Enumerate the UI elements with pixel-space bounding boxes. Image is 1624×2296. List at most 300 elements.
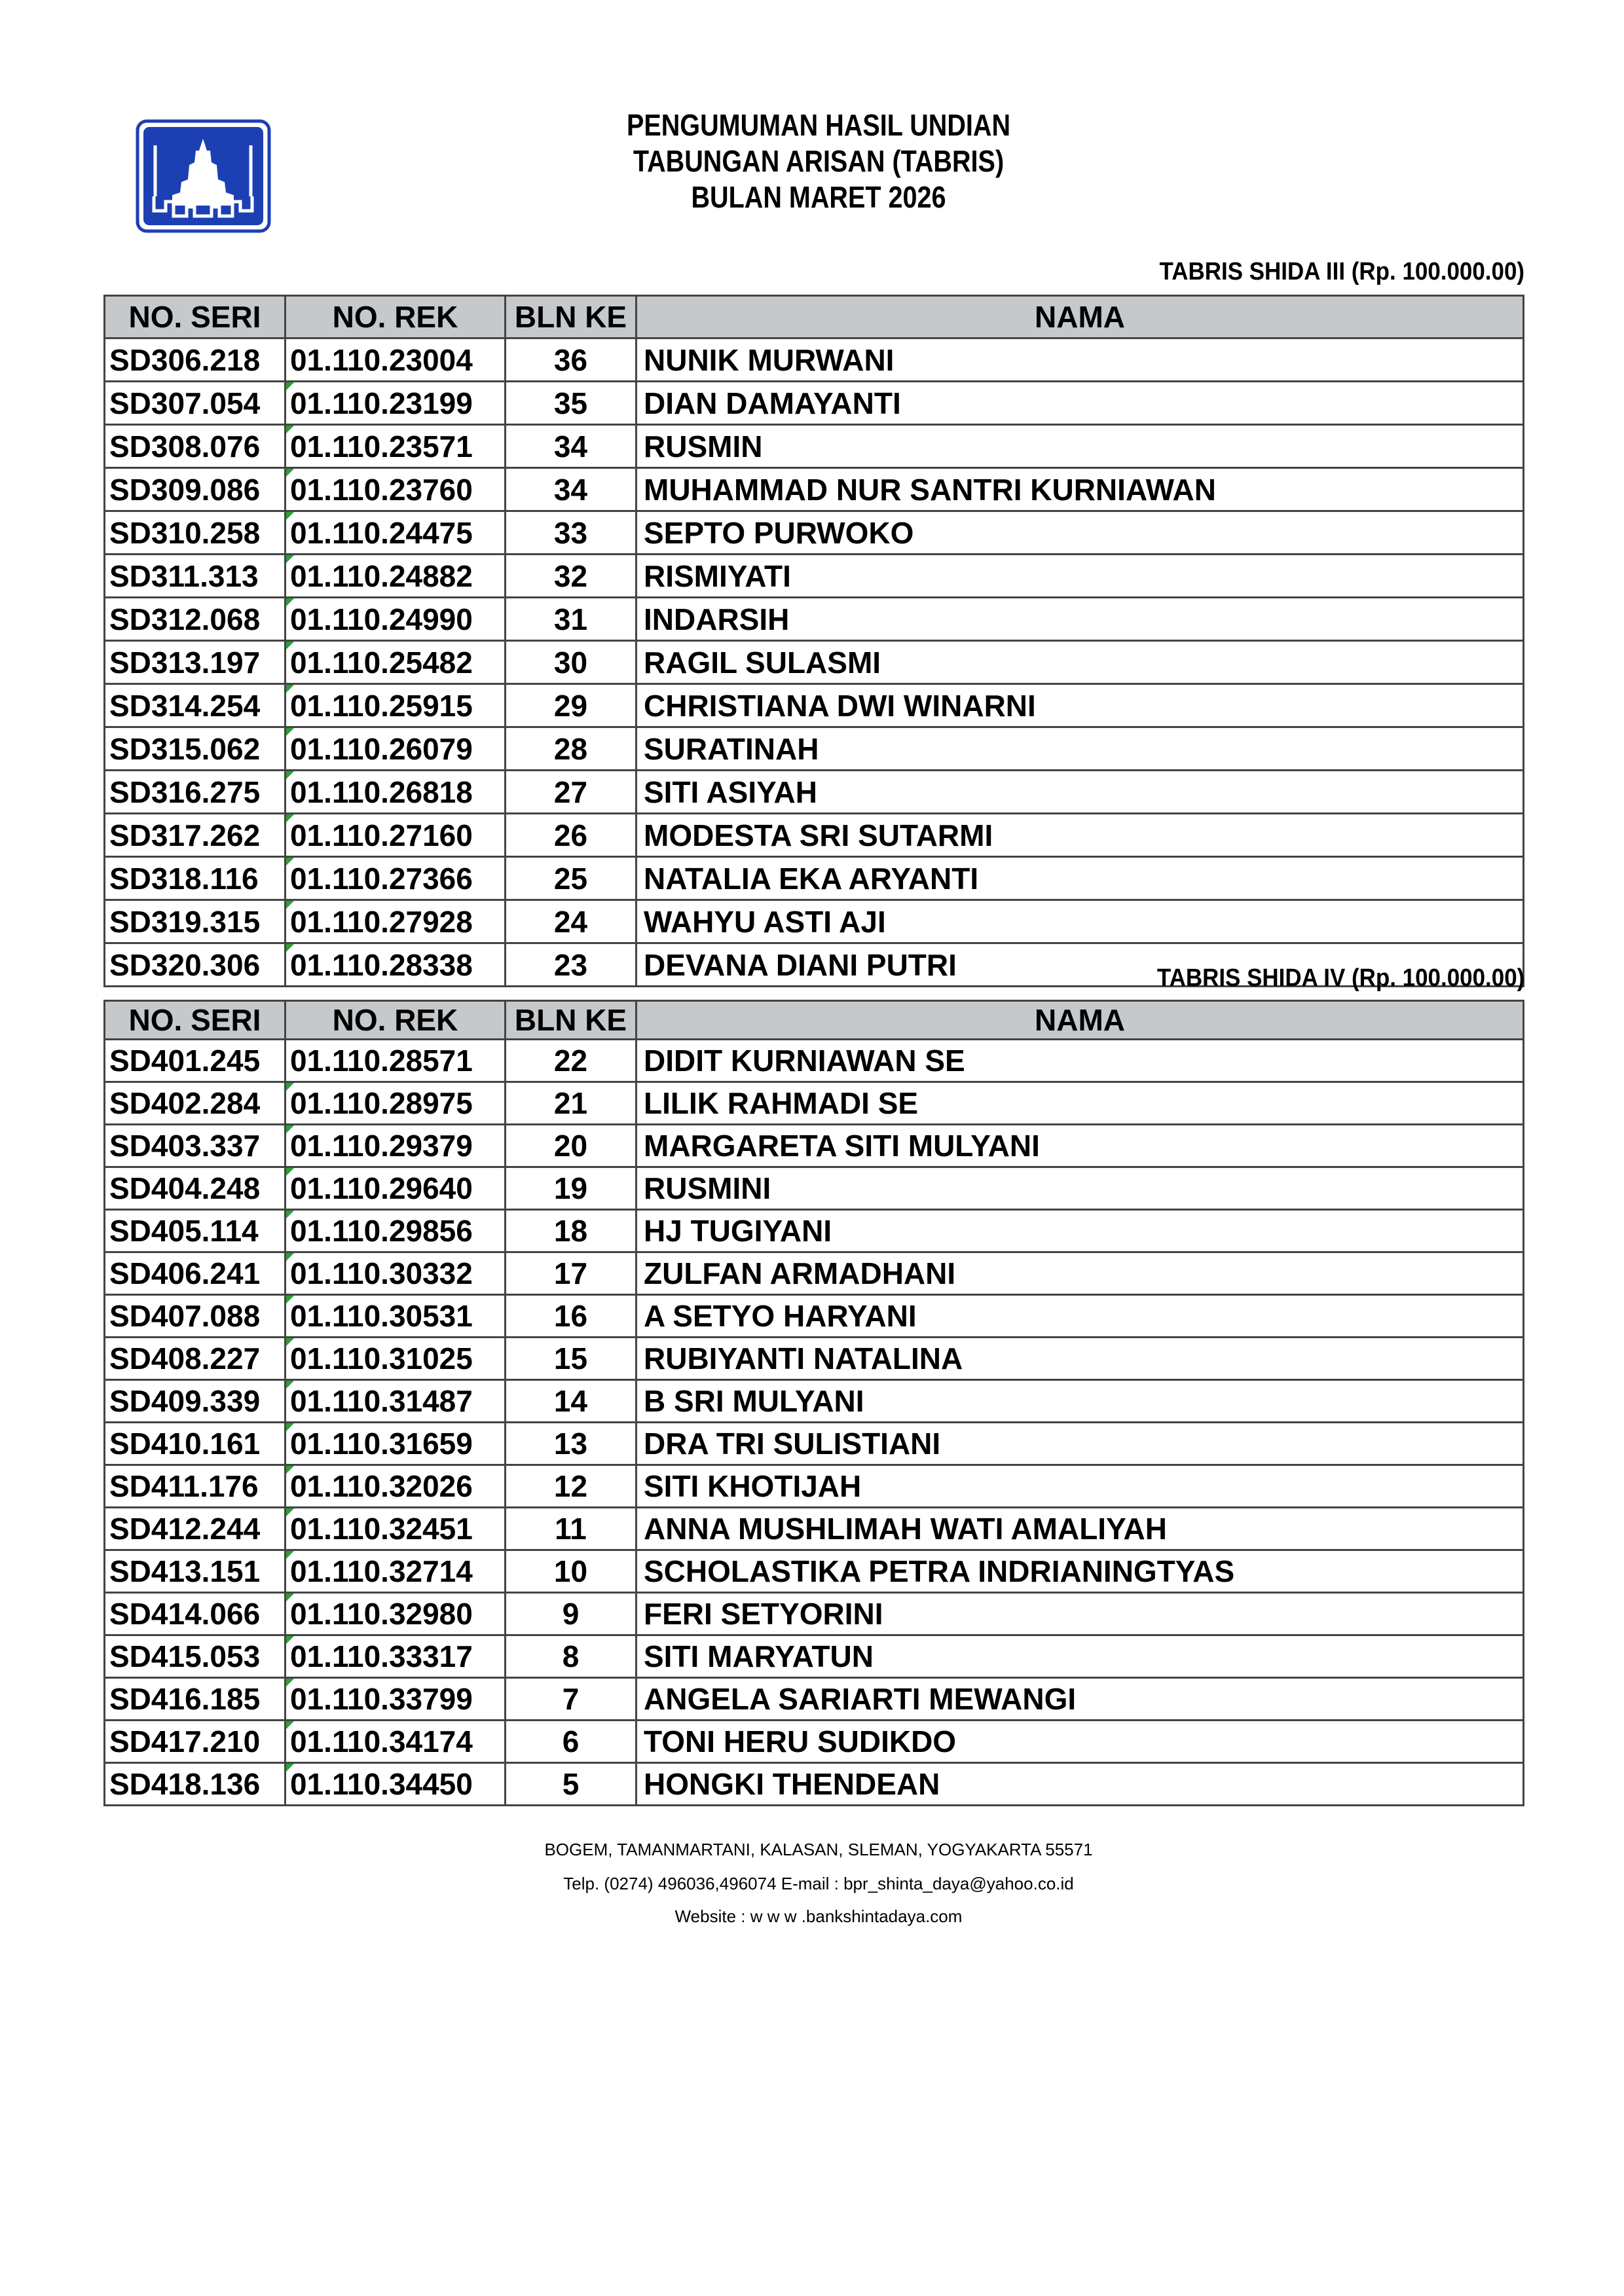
cell-bln-ke [506, 382, 637, 425]
cell-marker-icon [286, 1083, 294, 1091]
cell-bln-ke-text: 13 [553, 1427, 588, 1461]
cell-bln-ke-text: 35 [553, 386, 588, 420]
cell-nama [637, 338, 1524, 382]
cell-bln-ke-text: 19 [553, 1171, 588, 1205]
table-row [105, 555, 1524, 598]
cell-no-seri [105, 468, 286, 511]
cell-bln-ke [506, 1593, 637, 1635]
cell-marker-icon [286, 382, 294, 390]
cell-no-seri-text: SD401.245 [109, 1044, 261, 1078]
cell-no-seri [105, 1508, 286, 1550]
cell-marker-icon [286, 1508, 294, 1516]
table-row [105, 1210, 1524, 1252]
cell-nama [637, 468, 1524, 511]
cell-bln-ke-text: 10 [553, 1554, 588, 1588]
cell-no-seri-text: SD320.306 [109, 947, 261, 982]
cell-no-rek-text: 01.110.23760 [290, 472, 473, 507]
cell-no-rek [286, 425, 506, 468]
cell-nama-text: MODESTA SRI SUTARMI [644, 818, 993, 852]
cell-no-seri [105, 857, 286, 900]
cell-no-seri-text: SD313.197 [109, 645, 261, 680]
cell-no-rek [286, 641, 506, 684]
cell-nama [637, 1082, 1524, 1125]
cell-nama-text: SITI MARYATUN [644, 1639, 874, 1673]
cell-no-rek [286, 1593, 506, 1635]
cell-bln-ke [506, 943, 637, 987]
cell-no-seri-text: SD307.054 [109, 386, 261, 420]
cell-no-rek [286, 1252, 506, 1295]
cell-nama [637, 1508, 1524, 1550]
cell-no-seri-text: SD417.210 [109, 1724, 261, 1758]
table-row [105, 641, 1524, 684]
cell-no-seri-text: SD308.076 [109, 429, 261, 464]
cell-marker-icon [286, 512, 294, 520]
cell-no-seri [105, 1295, 286, 1338]
cell-bln-ke-text: 12 [553, 1469, 588, 1503]
cell-bln-ke [506, 1380, 637, 1423]
cell-no-seri [105, 1678, 286, 1721]
cell-nama [637, 857, 1524, 900]
cell-nama-text: TONI HERU SUDIKDO [644, 1724, 957, 1758]
cell-bln-ke-text: 21 [553, 1086, 588, 1120]
cell-bln-ke-text: 16 [553, 1299, 588, 1333]
cell-nama-text: MUHAMMAD NUR SANTRI KURNIAWAN [644, 472, 1216, 507]
cell-no-seri [105, 1550, 286, 1593]
cell-nama-text: SITI KHOTIJAH [644, 1469, 862, 1503]
cell-nama [637, 511, 1524, 555]
header-bln-ke: BLN KE [506, 1001, 637, 1040]
cell-no-seri [105, 1210, 286, 1252]
cell-nama-text: RUSMIN [644, 429, 763, 464]
cell-no-rek-text: 01.110.30531 [290, 1299, 473, 1333]
cell-no-rek [286, 1167, 506, 1210]
cell-nama-text: SITI ASIYAH [644, 774, 817, 809]
cell-no-rek [286, 943, 506, 987]
cell-no-rek-text: 01.110.25915 [290, 688, 473, 723]
cell-nama [637, 1593, 1524, 1635]
cell-bln-ke [506, 1252, 637, 1295]
cell-nama [637, 1721, 1524, 1763]
cell-bln-ke-text: 34 [553, 472, 588, 507]
cell-nama-text: SEPTO PURWOKO [644, 515, 914, 550]
cell-no-rek-text: 01.110.33317 [290, 1639, 473, 1673]
table-body [105, 338, 1524, 987]
cell-marker-icon [286, 642, 294, 649]
cell-bln-ke-text: 8 [562, 1639, 580, 1673]
cell-nama-text: WAHYU ASTI AJI [644, 904, 886, 939]
cell-bln-ke-text: 30 [553, 645, 588, 680]
cell-no-rek-text: 01.110.27160 [290, 818, 473, 852]
cell-nama-text: SCHOLASTIKA PETRA INDRIANINGTYAS [644, 1554, 1235, 1588]
table-row [105, 1423, 1524, 1465]
cell-bln-ke [506, 1721, 637, 1763]
cell-no-seri-text: SD318.116 [109, 861, 259, 896]
cell-no-rek-text: 01.110.27366 [290, 861, 473, 896]
cell-no-seri-text: SD414.066 [109, 1597, 261, 1631]
cell-nama-text: NUNIK MURWANI [644, 342, 895, 377]
cell-bln-ke-text: 14 [553, 1384, 588, 1418]
cell-marker-icon [286, 1211, 294, 1218]
cell-no-seri-text: SD407.088 [109, 1299, 261, 1333]
cell-nama [637, 1550, 1524, 1593]
cell-no-seri [105, 814, 286, 857]
cell-no-seri-text: SD408.227 [109, 1341, 261, 1376]
cell-no-rek-text: 01.110.32980 [290, 1597, 473, 1631]
cell-no-rek-text: 01.110.28571 [290, 1044, 473, 1078]
cell-nama [637, 641, 1524, 684]
cell-no-rek [286, 598, 506, 641]
cell-no-rek-text: 01.110.24882 [290, 558, 473, 593]
cell-no-seri-text: SD306.218 [109, 342, 261, 377]
cell-no-rek [286, 814, 506, 857]
cell-no-seri-text: SD312.068 [109, 602, 261, 636]
cell-no-rek [286, 338, 506, 382]
cell-no-seri-text: SD402.284 [109, 1086, 261, 1120]
cell-bln-ke [506, 598, 637, 641]
cell-bln-ke [506, 814, 637, 857]
cell-bln-ke-text: 28 [553, 731, 588, 766]
cell-no-seri [105, 900, 286, 943]
cell-bln-ke [506, 900, 637, 943]
table-row [105, 1040, 1524, 1082]
cell-bln-ke [506, 727, 637, 771]
cell-no-seri-text: SD309.086 [109, 472, 261, 507]
cell-no-seri-text: SD413.151 [109, 1554, 261, 1588]
cell-marker-icon [286, 771, 294, 779]
cell-marker-icon [286, 1594, 294, 1601]
cell-bln-ke-text: 34 [553, 429, 588, 464]
cell-nama-text: A SETYO HARYANI [644, 1299, 917, 1333]
cell-nama-text: MARGARETA SITI MULYANI [644, 1129, 1040, 1163]
cell-no-rek-text: 01.110.33799 [290, 1682, 473, 1716]
cell-nama-text: CHRISTIANA DWI WINARNI [644, 688, 1036, 723]
footer-contact: Telp. (0274) 496036,496074 E-mail : bpr_shinta_daya@yahoo.co.id [563, 1874, 1074, 1893]
cell-bln-ke-text: 11 [555, 1512, 587, 1546]
cell-bln-ke [506, 857, 637, 900]
cell-nama [637, 1465, 1524, 1508]
cell-bln-ke-text: 18 [553, 1214, 588, 1248]
cell-no-rek [286, 1465, 506, 1508]
cell-no-seri-text: SD403.337 [109, 1129, 261, 1163]
cell-no-rek-text: 01.110.23004 [290, 342, 473, 377]
cell-no-seri [105, 511, 286, 555]
cell-no-seri-text: SD404.248 [109, 1171, 261, 1205]
cell-no-rek [286, 1635, 506, 1678]
cell-marker-icon [286, 901, 294, 909]
cell-no-rek [286, 900, 506, 943]
table-row [105, 1380, 1524, 1423]
cell-bln-ke-text: 7 [562, 1682, 580, 1716]
cell-no-rek [286, 382, 506, 425]
cell-no-rek-text: 01.110.29379 [290, 1129, 473, 1163]
cell-nama-text: HJ TUGIYANI [644, 1214, 832, 1248]
title-line-1: PENGUMUMAN HASIL UNDIAN [626, 108, 1011, 142]
cell-nama-text: DEVANA DIANI PUTRI [644, 947, 957, 982]
cell-no-rek-text: 01.110.34174 [290, 1724, 473, 1758]
cell-marker-icon [286, 1168, 294, 1176]
cell-bln-ke [506, 1040, 637, 1082]
cell-nama [637, 1678, 1524, 1721]
cell-no-rek [286, 1508, 506, 1550]
cell-no-rek [286, 1125, 506, 1167]
cell-nama-text: ZULFAN ARMADHANI [644, 1256, 956, 1290]
header-nama: NAMA [637, 296, 1524, 338]
cell-nama-text: B SRI MULYANI [644, 1384, 864, 1418]
cell-nama [637, 598, 1524, 641]
cell-no-rek [286, 1295, 506, 1338]
table-row [105, 1635, 1524, 1678]
cell-bln-ke [506, 684, 637, 727]
table-row [105, 684, 1524, 727]
section-title-shida-3: TABRIS SHIDA III (Rp. 100.000.00) [1159, 258, 1524, 285]
cell-bln-ke [506, 1508, 637, 1550]
cell-nama-text: DIDIT KURNIAWAN SE [644, 1044, 965, 1078]
cell-no-seri-text: SD405.114 [109, 1214, 259, 1248]
cell-nama-text: FERI SETYORINI [644, 1597, 883, 1631]
cell-marker-icon [286, 1551, 294, 1559]
cell-nama [637, 684, 1524, 727]
cell-bln-ke-text: 9 [562, 1597, 580, 1631]
table-row [105, 1082, 1524, 1125]
cell-bln-ke-text: 29 [553, 688, 588, 723]
cell-bln-ke [506, 1210, 637, 1252]
table-row [105, 814, 1524, 857]
cell-nama-text: INDARSIH [644, 602, 790, 636]
table-row [105, 1508, 1524, 1550]
cell-nama [637, 1380, 1524, 1423]
cell-marker-icon [286, 555, 294, 563]
cell-no-rek [286, 1423, 506, 1465]
cell-no-seri-text: SD314.254 [109, 688, 261, 723]
cell-marker-icon [286, 1253, 294, 1261]
cell-marker-icon [286, 426, 294, 433]
cell-no-seri-text: SD411.176 [109, 1469, 259, 1503]
cell-no-seri-text: SD316.275 [109, 774, 261, 809]
cell-nama [637, 1338, 1524, 1380]
cell-no-seri-text: SD415.053 [109, 1639, 261, 1673]
cell-no-rek [286, 857, 506, 900]
cell-nama [637, 1125, 1524, 1167]
cell-marker-icon [286, 1381, 294, 1389]
cell-marker-icon [286, 1679, 294, 1686]
cell-no-seri [105, 684, 286, 727]
table-row [105, 900, 1524, 943]
cell-marker-icon [286, 469, 294, 477]
cell-marker-icon [286, 1338, 294, 1346]
cell-nama [637, 555, 1524, 598]
cell-bln-ke-text: 25 [553, 861, 588, 896]
cell-bln-ke-text: 5 [562, 1767, 580, 1801]
cell-no-seri-text: SD319.315 [109, 904, 261, 939]
cell-no-seri-text: SD311.313 [109, 558, 259, 593]
table-row [105, 1252, 1524, 1295]
table-row [105, 1465, 1524, 1508]
cell-no-rek [286, 1380, 506, 1423]
cell-no-rek-text: 01.110.31659 [290, 1427, 473, 1461]
cell-no-seri-text: SD418.136 [109, 1767, 261, 1801]
cell-bln-ke-text: 22 [553, 1044, 588, 1078]
cell-no-seri [105, 1380, 286, 1423]
cell-marker-icon [286, 1636, 294, 1644]
cell-bln-ke [506, 1338, 637, 1380]
cell-bln-ke-text: 26 [553, 818, 588, 852]
table-row [105, 598, 1524, 641]
table-header-row [105, 1001, 1524, 1040]
cell-nama [637, 1040, 1524, 1082]
cell-no-seri [105, 1252, 286, 1295]
cell-nama-text: DRA TRI SULISTIANI [644, 1427, 941, 1461]
cell-no-seri [105, 1338, 286, 1380]
cell-bln-ke-text: 27 [553, 774, 588, 809]
cell-nama-text: ANNA MUSHLIMAH WATI AMALIYAH [644, 1512, 1167, 1546]
cell-no-seri [105, 1635, 286, 1678]
cell-no-rek-text: 01.110.32451 [290, 1512, 473, 1546]
cell-marker-icon [286, 858, 294, 866]
table-header-row [105, 296, 1524, 338]
header-no-seri: NO. SERI [105, 1001, 286, 1040]
cell-no-rek-text: 01.110.26079 [290, 731, 473, 766]
cell-marker-icon [286, 1125, 294, 1133]
cell-bln-ke [506, 1465, 637, 1508]
cell-nama [637, 1295, 1524, 1338]
cell-no-seri [105, 727, 286, 771]
cell-no-rek-text: 01.110.28975 [290, 1086, 473, 1120]
cell-bln-ke [506, 1295, 637, 1338]
cell-nama-text: RISMIYATI [644, 558, 791, 593]
cell-no-seri-text: SD315.062 [109, 731, 261, 766]
cell-bln-ke-text: 20 [553, 1129, 588, 1163]
cell-no-rek-text: 01.110.31025 [290, 1341, 473, 1376]
cell-no-seri [105, 338, 286, 382]
header-nama: NAMA [637, 1001, 1524, 1040]
cell-no-seri [105, 943, 286, 987]
cell-nama [637, 1423, 1524, 1465]
header-bln-ke: BLN KE [506, 296, 637, 338]
table-row [105, 771, 1524, 814]
cell-bln-ke [506, 1082, 637, 1125]
cell-bln-ke [506, 641, 637, 684]
table-row [105, 511, 1524, 555]
cell-no-rek [286, 1763, 506, 1806]
cell-nama-text: SURATINAH [644, 731, 819, 766]
table-row [105, 1295, 1524, 1338]
footer-address: BOGEM, TAMANMARTANI, KALASAN, SLEMAN, YOGYAKARTA 55571 [544, 1840, 1093, 1859]
table-row [105, 1338, 1524, 1380]
cell-marker-icon [286, 1764, 294, 1772]
title-line-3: BULAN MARET 2026 [691, 180, 946, 214]
cell-no-seri-text: SD409.339 [109, 1384, 261, 1418]
cell-no-rek-text: 01.110.32026 [290, 1469, 473, 1503]
cell-marker-icon [286, 1466, 294, 1474]
cell-no-seri [105, 1125, 286, 1167]
cell-nama-text: LILIK RAHMADI SE [644, 1086, 919, 1120]
cell-bln-ke-text: 6 [562, 1724, 580, 1758]
cell-bln-ke [506, 555, 637, 598]
cell-no-seri [105, 1040, 286, 1082]
cell-no-seri [105, 1721, 286, 1763]
cell-bln-ke-text: 36 [553, 342, 588, 377]
cell-nama-text: RUBIYANTI NATALINA [644, 1341, 963, 1376]
cell-nama [637, 727, 1524, 771]
cell-bln-ke [506, 1125, 637, 1167]
table-row [105, 1125, 1524, 1167]
cell-nama-text: RAGIL SULASMI [644, 645, 881, 680]
cell-no-rek [286, 1210, 506, 1252]
table-row [105, 1550, 1524, 1593]
cell-no-seri [105, 1593, 286, 1635]
cell-no-seri [105, 382, 286, 425]
cell-no-rek-text: 01.110.24990 [290, 602, 473, 636]
cell-bln-ke [506, 771, 637, 814]
cell-nama [637, 382, 1524, 425]
table-row [105, 1167, 1524, 1210]
cell-bln-ke [506, 511, 637, 555]
cell-nama [637, 814, 1524, 857]
cell-nama [637, 1252, 1524, 1295]
cell-no-rek-text: 01.110.32714 [290, 1554, 473, 1588]
cell-bln-ke [506, 1763, 637, 1806]
cell-no-seri [105, 598, 286, 641]
cell-no-rek [286, 1721, 506, 1763]
table-row [105, 1593, 1524, 1635]
cell-marker-icon [286, 1423, 294, 1431]
footer-website: Website : w w w .bankshintadaya.com [674, 1906, 963, 1926]
table-row [105, 338, 1524, 382]
table-shida-3 [103, 295, 1524, 987]
cell-no-rek [286, 555, 506, 598]
cell-no-rek-text: 01.110.26818 [290, 774, 473, 809]
cell-no-rek [286, 727, 506, 771]
table-shida-4 [103, 1000, 1524, 1806]
cell-nama-text: DIAN DAMAYANTI [644, 386, 901, 420]
bank-logo [136, 119, 271, 233]
cell-no-seri [105, 641, 286, 684]
cell-no-rek [286, 511, 506, 555]
cell-no-seri-text: SD416.185 [109, 1682, 261, 1716]
cell-no-seri-text: SD317.262 [109, 818, 261, 852]
cell-marker-icon [286, 1296, 294, 1303]
cell-no-rek-text: 01.110.23571 [290, 429, 473, 464]
cell-no-rek-text: 01.110.31487 [290, 1384, 473, 1418]
cell-no-rek-text: 01.110.25482 [290, 645, 473, 680]
cell-marker-icon [286, 598, 294, 606]
cell-bln-ke [506, 1635, 637, 1678]
cell-no-rek [286, 1040, 506, 1082]
cell-marker-icon [286, 944, 294, 952]
table-row [105, 425, 1524, 468]
cell-no-seri [105, 1465, 286, 1508]
header-no-rek: NO. REK [286, 296, 506, 338]
cell-marker-icon [286, 685, 294, 693]
table-row [105, 1721, 1524, 1763]
cell-bln-ke-text: 32 [553, 558, 588, 593]
cell-bln-ke-text: 17 [553, 1256, 588, 1290]
section-title-shida-4: TABRIS SHIDA IV (Rp. 100.000.00) [1156, 964, 1524, 992]
cell-no-rek [286, 1678, 506, 1721]
cell-no-seri [105, 1167, 286, 1210]
cell-no-seri-text: SD406.241 [109, 1256, 261, 1290]
cell-bln-ke-text: 33 [553, 515, 588, 550]
table-row [105, 1678, 1524, 1721]
cell-no-rek-text: 01.110.34450 [290, 1767, 473, 1801]
cell-no-rek [286, 684, 506, 727]
cell-bln-ke [506, 1423, 637, 1465]
cell-nama-text: HONGKI THENDEAN [644, 1767, 940, 1801]
cell-bln-ke [506, 338, 637, 382]
cell-nama [637, 771, 1524, 814]
cell-no-rek [286, 1550, 506, 1593]
cell-no-seri [105, 555, 286, 598]
